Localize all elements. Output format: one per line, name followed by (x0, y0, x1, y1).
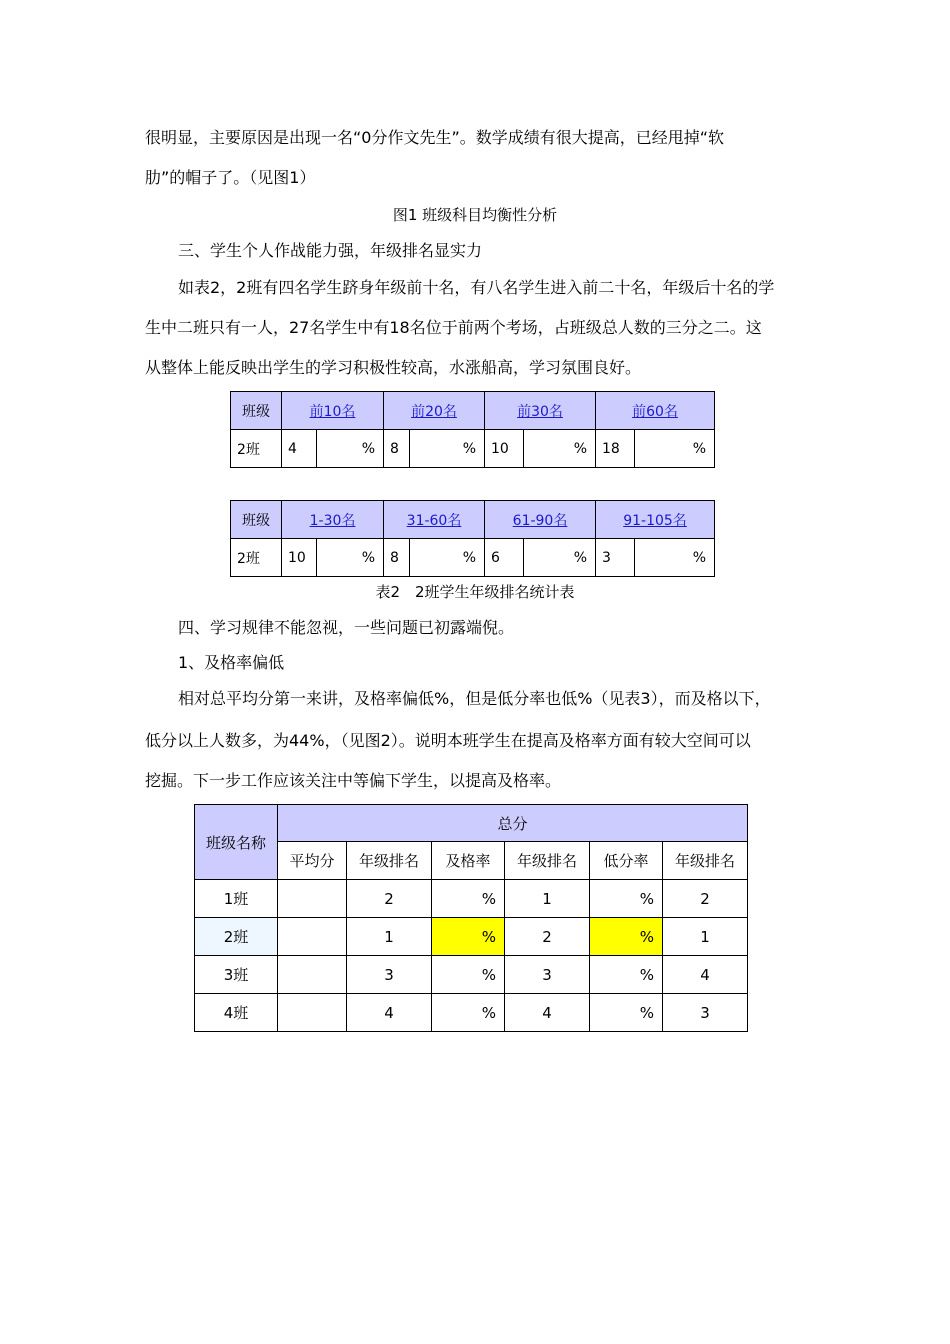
table-subheader: 年级排名 (505, 842, 590, 880)
table-subheader: 年级排名 (347, 842, 432, 880)
table-header: 总分 (278, 805, 748, 842)
table-cell-pct-highlight: % (590, 918, 663, 956)
table-cell-pct: % (523, 539, 595, 577)
ranking-table-top (230, 391, 715, 468)
table-subheader: 平均分 (278, 842, 347, 880)
table-cell: 2 (347, 880, 432, 918)
figure-caption: 图1 班级科目均衡性分析 (392, 206, 558, 224)
paragraph-line: 很明显，主要原因是出现一名“0分作文先生”。数学成绩有很大提高，已经甩掉“软 (145, 128, 725, 147)
table-cell (278, 956, 347, 994)
paragraph-line: 如表2，2班有四名学生跻身年级前十名，有八名学生进入前二十名，年级后十名的学 (178, 278, 775, 297)
subsection-heading: 1、及格率偏低 (178, 653, 285, 672)
table-cell-pct: % (410, 430, 485, 468)
paragraph-line: 挖掘。下一步工作应该关注中等偏下学生，以提高及格率。 (145, 771, 562, 790)
table-row (195, 956, 748, 994)
table-cell-pct: % (590, 880, 663, 918)
table-cell-pct: % (432, 880, 505, 918)
table-row (195, 994, 748, 1032)
table-cell: 4 (663, 956, 748, 994)
table-cell-pct: % (432, 956, 505, 994)
table-cell: 1 (505, 880, 590, 918)
table-cell: 10 (485, 430, 524, 468)
table-cell-pct: % (634, 430, 714, 468)
table-cell: 2 (663, 880, 748, 918)
header-link[interactable]: 前30名 (517, 403, 563, 420)
table-cell: 4 (282, 430, 317, 468)
ranking-table-range (230, 500, 715, 577)
table-cell-class: 4班 (195, 994, 278, 1032)
table-header: 班级名称 (195, 805, 278, 880)
table-subheader: 低分率 (590, 842, 663, 880)
header-link[interactable]: 前60名 (632, 403, 678, 420)
table-cell-pct: % (634, 539, 714, 577)
table-cell-pct: % (432, 994, 505, 1032)
table-cell-pct: % (590, 994, 663, 1032)
header-link[interactable]: 前10名 (309, 403, 356, 420)
table-cell-class: 2班 (195, 918, 278, 956)
table-cell: 4 (347, 994, 432, 1032)
header-link[interactable]: 31-60名 (406, 512, 462, 529)
table-cell: 1 (347, 918, 432, 956)
table-cell-pct: % (317, 430, 384, 468)
table-cell-pct: % (523, 430, 595, 468)
table-cell-class: 2班 (231, 430, 282, 468)
table-subheader: 年级排名 (663, 842, 748, 880)
table-cell-class: 2班 (231, 539, 282, 577)
paragraph-line: 生中二班只有一人，27名学生中有18名位于前两个考场，占班级总人数的三分之二。这 (145, 318, 762, 337)
paragraph-line: 相对总平均分第一来讲，及格率偏低%，但是低分率也低%（见表3），而及格以下， (178, 689, 771, 708)
table-cell-class: 3班 (195, 956, 278, 994)
table-cell (278, 918, 347, 956)
table-cell (278, 880, 347, 918)
table-cell: 3 (505, 956, 590, 994)
table-cell-class: 1班 (195, 880, 278, 918)
section-heading: 三、学生个人作战能力强，年级排名显实力 (178, 241, 483, 260)
table-cell: 3 (347, 956, 432, 994)
table-row (195, 918, 748, 956)
paragraph-line: 肋”的帽子了。（见图1） (145, 168, 316, 187)
table-cell-pct: % (410, 539, 485, 577)
table-cell-pct-highlight: % (432, 918, 505, 956)
header-link[interactable]: 91-105名 (623, 512, 687, 529)
table-cell: 3 (596, 539, 635, 577)
table-caption: 表2 2班学生年级排名统计表 (375, 583, 575, 601)
table-cell-pct: % (317, 539, 384, 577)
table-cell: 3 (663, 994, 748, 1032)
header-link[interactable]: 61-90名 (512, 512, 568, 529)
table-cell: 4 (505, 994, 590, 1032)
paragraph-line: 低分以上人数多，为44%，（见图2）。说明本班学生在提高及格率方面有较大空间可以 (145, 731, 751, 750)
table-cell-pct: % (590, 956, 663, 994)
table-cell (278, 994, 347, 1032)
table-cell: 6 (485, 539, 524, 577)
section-heading: 四、学习规律不能忽视，一些问题已初露端倪。 (178, 618, 515, 637)
class-stats-table (194, 804, 748, 1032)
table-subheader: 及格率 (432, 842, 505, 880)
table-cell: 8 (384, 539, 410, 577)
table-row (195, 880, 748, 918)
table-cell: 18 (596, 430, 635, 468)
table-cell: 8 (384, 430, 410, 468)
paragraph-line: 从整体上能反映出学生的学习积极性较高，水涨船高，学习氛围良好。 (145, 358, 642, 377)
header-link[interactable]: 前20名 (411, 403, 457, 420)
table-header: 班级 (231, 392, 282, 430)
table-header: 班级 (231, 501, 282, 539)
table-cell: 1 (663, 918, 748, 956)
header-link[interactable]: 1-30名 (309, 512, 356, 529)
table-cell: 2 (505, 918, 590, 956)
table-cell: 10 (282, 539, 317, 577)
